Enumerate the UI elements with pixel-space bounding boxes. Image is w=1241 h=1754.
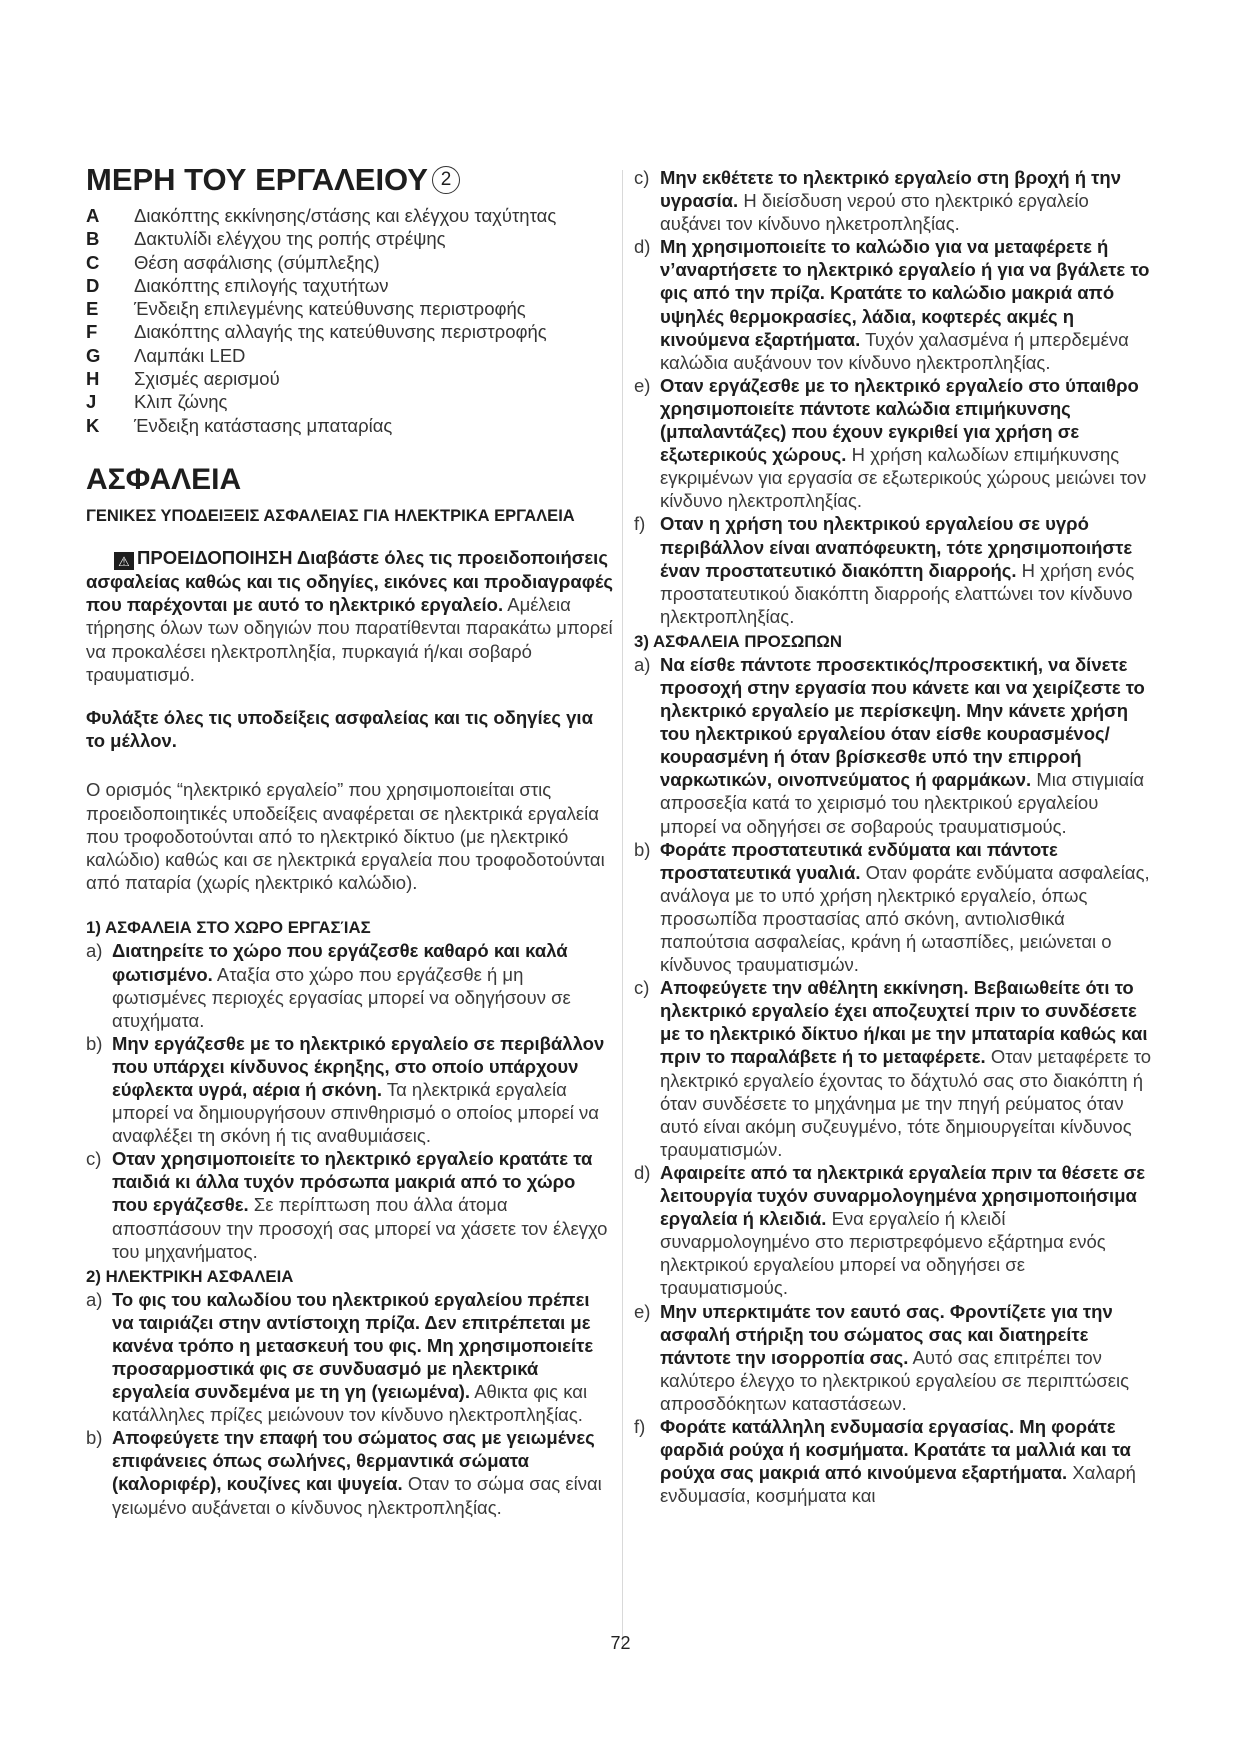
item-body-text: Τα ηλεκτρικά εργαλεία μπορεί να δημιουργήσουν σπινθηρισμό ο οποίος μπορεί να αναφλέξει τη σκόνη ή τις αναθυμιάσεις. [112,1078,599,1147]
section-heading-personal: 3) ΑΣΦΑΛΕΙΑ ΠΡΟΣΩΠΩΝ [634,631,843,651]
part-label: Δακτυλίδι ελέγχου της ροπής στρέψης [134,228,446,250]
safety-subheading: ΓΕΝΙΚΕΣ ΥΠΟΔΕΙΞΕΙΣ ΑΣΦΑΛΕΙΑΣ ΓΙΑ ΗΛΕΚΤΡΙΚΑ ΕΡΓΑΛΕΙΑ [86,506,575,525]
item-body-text: Οταν φοράτε ενδύματα ασφαλείας, ανάλογα με το υπό χρήση ηλεκτρικό εργαλείο, όπως προσωπίδα προστασίας από σκόνη, αντιολισθικά παπούτσια ασφαλείας, κράνη ή ωτασπίδες, μειώνεται ο κίνδυνος τραυματισμών. [660,861,1150,976]
parts-heading [86,162,614,198]
item-body-text: Ενα εργαλείο ή κλειδί συναρμολογημένο στο περιστρεφόμενο εξάρτημα ενός ηλεκτρικού εργαλείου μπορεί να οδηγήσει σε τραυματισμούς. [660,1208,1106,1299]
item-bold-text: Αποφεύγετε την επαφή του σώματος σας με γειωμένες επιφάνειες όπως σωλήνες, θερμαντικά σώματα (καλοριφέρ), κουζίνες και ψυγεία. [112,1427,595,1495]
parts-title: ΜΕΡΗ ΤΟΥ ΕΡΓΑΛΕΙΟΥ [86,162,428,197]
item-body-text: Αυτό σας επιτρέπει τον καλύτερο έλεγχο το ηλεκτρικού εργαλείου σε περιπτώσεις απροσδόκητων καταστάσεων. [660,1346,1130,1414]
part-letter: B [86,228,100,250]
item-bold-text: Αφαιρείτε από τα ηλεκτρικά εργαλεία πριν τα θέσετε σε λειτουργία τυχόν συναρμολογημένα χρησιμοποιήσιμα εργαλεία ή κλειδιά. [660,1161,1146,1230]
item-bold-text: Οταν η χρήση του ηλεκτρικού εργαλείου σε υγρό περιβάλλον είναι αναπόφευκτη, τότε χρησιμοποιήστε έναν προστατευτικό διακόπτη διαρροής. [660,513,1133,581]
item-letter: d) [634,236,651,258]
part-letter: C [86,251,100,273]
warning-triangle-icon: ⚠ [114,552,134,570]
part-label: Θέση ασφάλισης (σύμπλεξης) [134,251,380,273]
item-letter: c) [634,167,650,188]
item-body-text: Χαλαρή ενδυμασία, κοσμήματα και [660,1462,1136,1507]
parts-list-item [86,251,614,274]
list-item [634,512,1154,627]
item-bold-text: Φοράτε κατάλληλη ενδυμασία εργασίας. Μη φοράτε φαρδιά ρούχα ή κοσμήματα. Κρατάτε τα μαλλιά και τα ρούχα σας μακριά από κινούμενα εξαρτήματα. [660,1415,1131,1484]
item-body-text: Σε περίπτωση που άλλα άτομα αποσπάσουν την προσοχή σας μπορεί να χάσετε τον έλεγχο του μηχανήματος. [112,1194,608,1262]
part-label: Ένδειξη κατάστασης μπαταρίας [134,414,393,436]
parts-list-item [86,227,614,250]
item-bold-text: Το φις του καλωδίου του ηλεκτρικού εργαλείου πρέπει να ταιριάζει στην αντίστοιχη πρίζα. Δεν επιτρέπεται με κανένα τρόπο η μετασκευή του φις. Μη χρησιμοποιείτε προσαρμοστικά φις σε συνδυασμό με ηλεκτρικά εργαλεία συνδεμένα με τη γη (γειωμένα). [112,1288,594,1403]
item-letter: e) [634,1300,651,1322]
part-letter: E [86,298,99,320]
part-letter: H [86,368,100,390]
definition-paragraph: Ο ορισμός “ηλεκτρικό εργαλείο” που χρησιμοποιείται στις προειδοποιητικές υποδείξεις αναφέρεται σε ηλεκτρικά εργαλεία που τροφοδοτούνται από το ηλεκτρικό δίκτυο (με ηλεκτρικό καλώδιο) καθώς και σε ηλεκτρικά εργαλεία που τροφοδοτούνται από παταρία (χωρίς ηλεκτρικό καλώδιο). [86,779,605,894]
item-letter: f) [634,513,646,535]
list-item [634,653,1154,838]
part-letter: G [86,344,101,366]
section-heading-work-area: 1) ΑΣΦΑΛΕΙΑ ΣΤΟ ΧΩΡΟ ΕΡΓΑΣΊΑΣ [86,918,371,938]
list-item [634,1415,1154,1507]
parts-list [86,204,614,437]
item-bold-text: Διατηρείτε το χώρο που εργάζεσθε καθαρό και καλά φωτισμένο. [112,940,568,985]
item-letter: c) [634,977,650,999]
part-label: Διακόπτης εκκίνησης/στάσης και ελέγχου ταχύτητας [134,205,557,226]
figure-ref-badge: 2 [432,166,460,194]
list-item [86,939,614,1031]
list-item [634,838,1154,977]
part-label: Διακόπτης επιλογής ταχυτήτων [134,274,389,296]
part-label: Διακόπτης αλλαγής της κατεύθυνσης περιστροφής [134,321,547,343]
list-item [86,1426,614,1518]
list-item [634,976,1154,1161]
item-letter: a) [86,1288,103,1310]
parts-list-item [86,320,614,343]
list-item [634,1300,1154,1415]
item-letter: b) [86,1032,103,1054]
item-bold-text: Μη χρησιμοποιείτε το καλώδιο για να μεταφέρετε ή ν’αναρτήσετε το ηλεκτρικό εργαλείο ή για να βγάλετε το φις από την πρίζα. Κρατάτε το καλώδιο μακριά από υψηλές θερμοκρασίες, λάδια, κοφτερές ακμές η κινούμενα εξαρτήματα. [660,236,1150,350]
part-letter: K [86,414,100,436]
item-bold-text: Οταν χρησιμοποιείτε το ηλεκτρικό εργαλείο κρατάτε τα παιδιά κι άλλα τυχόν πρόσωπα μακριά από το χώρο που εργάζεσθε. [112,1148,593,1216]
item-bold-text: Να είσθε πάντοτε προσεκτικός/προσεκτική, να δίνετε προσοχή στην εργασία που κάνετε και να χειρίζεστε το ηλεκτρικό εργαλείο με περίσκεψη. Μην κάνετε χρήση του ηλεκτρικού εργαλείου όταν είσθε κουρασμένος/κουρασμένη ή όταν βρίσκεσθε υπό την επιρροή ναρκωτικών, οινοπνεύματος ή φαρμάκων. [660,653,1145,791]
section-heading-electrical: 2) ΗΛΕΚΤΡΙΚΗ ΑΣΦΑΛΕΙΑ [86,1266,294,1286]
item-bold-text: Οταν εργάζεσθε με το ηλεκτρικό εργαλείο στο ύπαιθρο χρησιμοποιείτε πάντοτε καλώδια επιμήκυνσης (μπαλαντάζες) που έχουν εγκριθεί για χρήση σε εξωτερικούς χώρους. [660,374,1139,466]
item-body-text: Αθικτα φις και κατάλληλες πρίζες μειώνουν τον κίνδυνο ηλεκτροπληξίας. [112,1381,588,1426]
part-letter: F [86,321,98,343]
list-item [86,1032,614,1147]
item-letter: a) [634,653,651,675]
item-body-text: Αταξία στο χώρο που εργάζεσθε ή μη φωτισμένες περιοχές εργασίας μπορεί να οδηγήσουν σε ατυχήματα. [112,963,571,1031]
parts-list-item [86,344,614,367]
column-divider [622,170,623,1645]
item-letter: e) [634,374,651,396]
part-letter: D [86,274,100,296]
part-label: Κλιπ ζώνης [134,391,228,413]
keep-instructions-note: Φυλάξτε όλες τις υποδείξεις ασφαλείας και τις οδηγίες για το μέλλον. [86,706,593,752]
item-letter: d) [634,1161,651,1183]
warning-paragraph [86,546,614,686]
parts-list-item [86,414,614,437]
parts-list-item [86,274,614,297]
item-body-text: Η χρήση καλωδίων επιμήκυνσης εγκριμένων για εργασία σε εξωτερικούς χώρους μειώνει τον κίνδυνο ηλεκτροπληξίας. [660,444,1147,512]
list-item [634,1161,1154,1300]
item-body-text: Οταν το σώμα σας είναι γειωμένο αυξάνεται ο κίνδυνος ηλεκτροπληξίας. [112,1473,602,1518]
left-column [86,162,614,1519]
warning-body-text: Αμέλεια τήρησης όλων των οδηγιών που παρατίθενται παρακάτω μπορεί να προκαλέσει ηλεκτροπληξία, πυρκαγιά ή/και σοβαρό τραυματισμό. [86,594,613,685]
safety-heading: ΑΣΦΑΛΕΙΑ [86,462,242,496]
parts-list-item [86,297,614,320]
list-item [86,1288,614,1427]
list-item [634,235,1154,374]
item-body-text: Η διείσδυση νερού στο ηλεκτρικό εργαλείο αυξάνει τον κίνδυνο ηλκετροπληξίας. [660,190,1089,235]
item-body-text: Μια στιγμιαία απροσεξία κατά το χειρισμό του ηλεκτρικού εργαλείου μπορεί να οδηγήσει σε σοβαρούς τραυματισμούς. [660,769,1145,837]
item-letter: c) [86,1148,102,1170]
part-letter: A [86,205,100,226]
item-bold-text: Μην εργάζεσθε με το ηλεκτρικό εργαλείο σε περιβάλλον που υπάρχει κίνδυνος έκρηξης, στο οποίο υπάρχουν εύφλεκτα υγρά, αέρια ή σκόνη. [112,1032,605,1100]
part-label: Σχισμές αερισμού [134,368,280,390]
item-bold-text: Μην υπερκτιμάτε τον εαυτό σας. Φροντίζετε για την ασφαλή στήριξη του σώματος σας και διατηρείτε πάντοτε την ισορροπία σας. [660,1300,1113,1368]
item-body-text: Τυχόν χαλασμένα ή μπερδεμένα καλώδια αυξάνουν τον κίνδυνο ηλεκτροπληξίας. [660,328,1129,373]
item-body-text: Η χρήση ενός προστατευτικού διακόπτη διαρροής ελαττώνει τον κίνδυνο ηλεκτροπληξίας. [660,559,1135,627]
list-item [634,374,1154,513]
right-column [634,166,1154,1507]
item-bold-text: Φοράτε προστατευτικά ενδύματα και πάντοτε προστατευτικά γυαλιά. [660,838,1058,883]
page-number: 72 [610,1633,631,1653]
item-bold-text: Μην εκθέτετε το ηλεκτρικό εργαλείο στη βροχή ή την υγρασία. [660,167,1122,212]
parts-list-item [86,204,614,227]
part-label: Λαμπάκι LED [134,344,246,366]
item-body-text: Οταν μεταφέρετε το ηλεκτρικό εργαλείο έχοντας το δάχτυλό σας στο διακόπτη ή όταν συνδέσετε το μηχάνημα με την πηγή ρεύματος όταν αυτό είναι ακόμη συζευγμένο, τότε δημιουργείται κίνδυνος τραυματισμών. [660,1046,1152,1160]
list-item [86,1147,614,1262]
warning-bold-text: ΠΡΟΕΙΔΟΠΟΙΗΣΗ Διαβάστε όλες τις προειδοποιήσεις ασφαλείας καθώς και τις οδηγίες, εικόνες και προδιαγραφές που παρέχονται με αυτό το ηλεκτρικό εργαλείο. [86,546,613,616]
parts-list-item [86,390,614,413]
item-letter: b) [634,838,651,860]
item-letter: b) [86,1427,103,1449]
list-item [634,166,1154,235]
item-letter: f) [634,1415,646,1437]
item-bold-text: Αποφεύγετε την αθέλητη εκκίνηση. Βεβαιωθείτε ότι το ηλεκτρικό εργαλείο έχει αποζευχτεί πριν το συνδέσετε με το ηλεκτρικό δίκτυο ή/και με την μπαταρία καθώς και πριν το παραλάβετε ή το μεταφέρετε. [660,977,1148,1068]
part-letter: J [86,391,97,413]
part-label: Ένδειξη επιλεγμένης κατεύθυνσης περιστροφής [134,298,526,320]
parts-list-item [86,367,614,390]
item-letter: a) [86,940,103,962]
